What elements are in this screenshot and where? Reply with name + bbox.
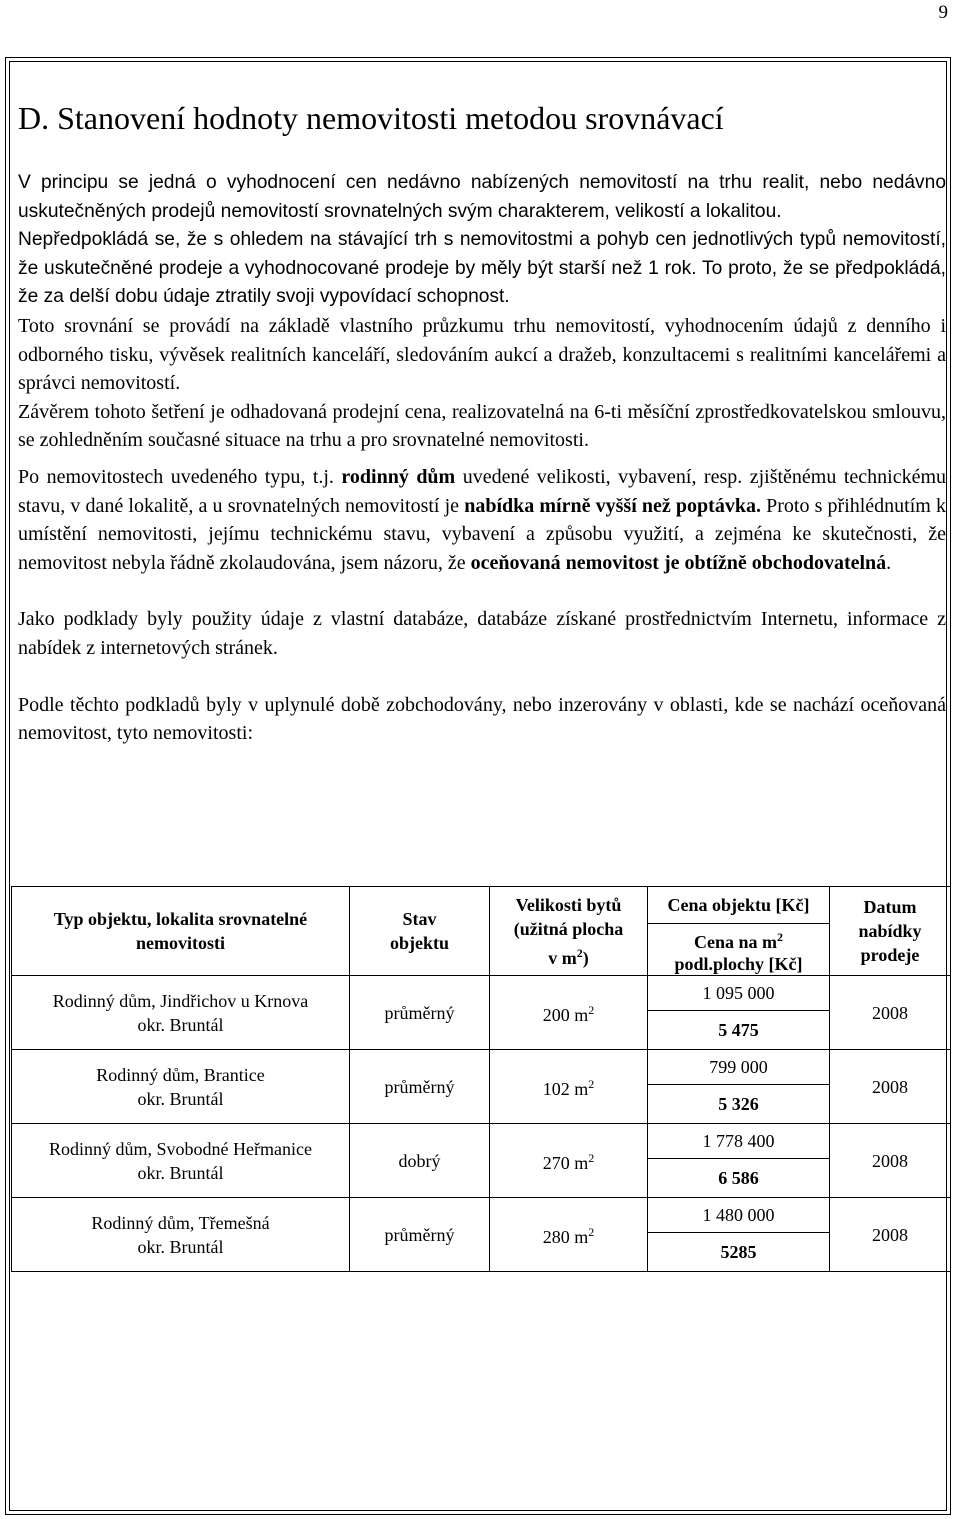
paragraph-method: Toto srovnání se provádí na základě vlastního průzkumu trhu nemovitostí, vyhodnocením údajů z denního i odborného tisku, vývěsek realitních kanceláří, sledováním aukcí a dražeb, konzultacemi s realitními kancelářemi a správci nemovitostí.: [18, 314, 946, 395]
section-heading: D. Stanovení hodnoty nemovitosti metodou srovnávací: [18, 100, 724, 136]
comparison-table: [11, 886, 951, 1272]
cell-year: 2008: [830, 1198, 951, 1272]
table-row: [12, 1124, 951, 1198]
cell-price-m2: 5285: [648, 1232, 829, 1271]
paragraph-intro: V principu se jedná o vyhodnocení cen nedávno nabízených nemovitostí na trhu realit, nebo nedávno uskutečněných prodejů nemovitostí srovnatelných svým charakterem, velikostí a lokalitou.: [18, 172, 946, 222]
table-row: [12, 1050, 951, 1124]
cell-state: průměrný: [350, 1050, 490, 1124]
cell-state: dobrý: [350, 1124, 490, 1198]
cell-year: 2008: [830, 1050, 951, 1124]
cell-price-object: 799 000: [709, 1057, 768, 1077]
cell-name: Rodinný dům, Svobodné Heřmanice okr. Bruntál: [12, 1124, 350, 1198]
cell-price-m2: 5 475: [648, 1010, 829, 1049]
cell-price: [648, 976, 830, 1050]
header-size: Velikosti bytů (užitná plocha v $m^2$): [490, 887, 648, 976]
cell-name: Rodinný dům, Jindřichov u Krnova okr. Bruntál: [12, 976, 350, 1050]
cell-area: 280 $m^2$: [490, 1198, 648, 1272]
header-price-m2: Cena na $m^2$ podl.plochy [Kč]: [674, 930, 803, 974]
header-price-object: Cena objektu [Kč]: [648, 887, 829, 924]
section-content: [18, 100, 946, 748]
cell-price-object: 1 095 000: [702, 983, 775, 1003]
table-header-row: [12, 887, 951, 976]
cell-year: 2008: [830, 1124, 951, 1198]
paragraph-age: Nepředpokládá se, že s ohledem na stávající trh s nemovitostmi a pohyb cen jednotlivých typů nemovitostí, že uskutečněné prodeje a vyhodnocované prodeje by měly být starší než 1 rok. To proto, že se předpokládá, že za delší dobu údaje ztratily svoji vypovídací schopnost.: [18, 229, 946, 308]
cell-area: 200 $m^2$: [490, 976, 648, 1050]
cell-price: [648, 1198, 830, 1272]
market-text-e: Proto s přihlédnutím k umístění nemovitosti, jejímu technickému stavu, vybavení a způsobu využití, a zejména ke skutečnosti, že nemovitost nebyla řádně zkolaudována, jsem názoru, že: [18, 494, 946, 574]
cell-price: [648, 1124, 830, 1198]
paragraph-conclusion: Závěrem tohoto šetření je odhadovaná prodejní cena, realizovatelná na 6-ti měsíční zprostředkovatelskou smlouvu, se zohledněním současné situace na trhu a pro srovnatelné nemovitosti.: [18, 400, 946, 452]
market-text-f: oceňovaná nemovitost je obtížně obchodovatelná: [470, 551, 887, 574]
header-price: [648, 887, 830, 976]
market-text-g: .: [886, 551, 892, 574]
cell-state: průměrný: [350, 976, 490, 1050]
cell-area: 270 $m^2$: [490, 1124, 648, 1198]
paragraph-sources: Jako podklady byly použity údaje z vlastní databáze, databáze získané prostřednictvím Internetu, informace z nabídek z internetových stránek.: [18, 608, 946, 659]
market-text-a: Po nemovitostech uvedeného typu, t.j.: [18, 465, 342, 488]
header-date: Datum nabídky prodeje: [830, 887, 951, 976]
cell-area: 102 $m^2$: [490, 1050, 648, 1124]
header-state: Stav objektu: [350, 887, 490, 976]
market-text-d: nabídka mírně vyšší než poptávka.: [464, 494, 761, 517]
cell-name: Rodinný dům, Třemešná okr. Bruntál: [12, 1198, 350, 1272]
cell-price: [648, 1050, 830, 1124]
paragraph-market: [18, 463, 946, 577]
paragraph-list-intro: Podle těchto podkladů byly v uplynulé době zobchodovány, nebo inzerovány v oblasti, kde se nachází oceňovaná nemovitost, tyto nemovitosti:: [18, 693, 946, 745]
cell-state: průměrný: [350, 1198, 490, 1272]
market-text-c: uvedené velikosti, vybavení, resp. zjištěnému technickému stavu, v dané lokalitě, a u srovnatelných nemovitostí je: [18, 465, 946, 517]
cell-name: Rodinný dům, Brantice okr. Bruntál: [12, 1050, 350, 1124]
header-type: Typ objektu, lokalita srovnatelné nemovitosti: [12, 887, 350, 976]
page-number: 9: [938, 2, 948, 23]
cell-year: 2008: [830, 976, 951, 1050]
cell-price-m2: 6 586: [648, 1158, 829, 1197]
cell-price-m2: 5 326: [648, 1084, 829, 1123]
cell-price-object: 1 480 000: [702, 1205, 775, 1225]
table-row: [12, 1198, 951, 1272]
table-row: [12, 976, 951, 1050]
cell-price-object: 1 778 400: [702, 1131, 775, 1151]
market-text-b: rodinný dům: [341, 465, 456, 488]
